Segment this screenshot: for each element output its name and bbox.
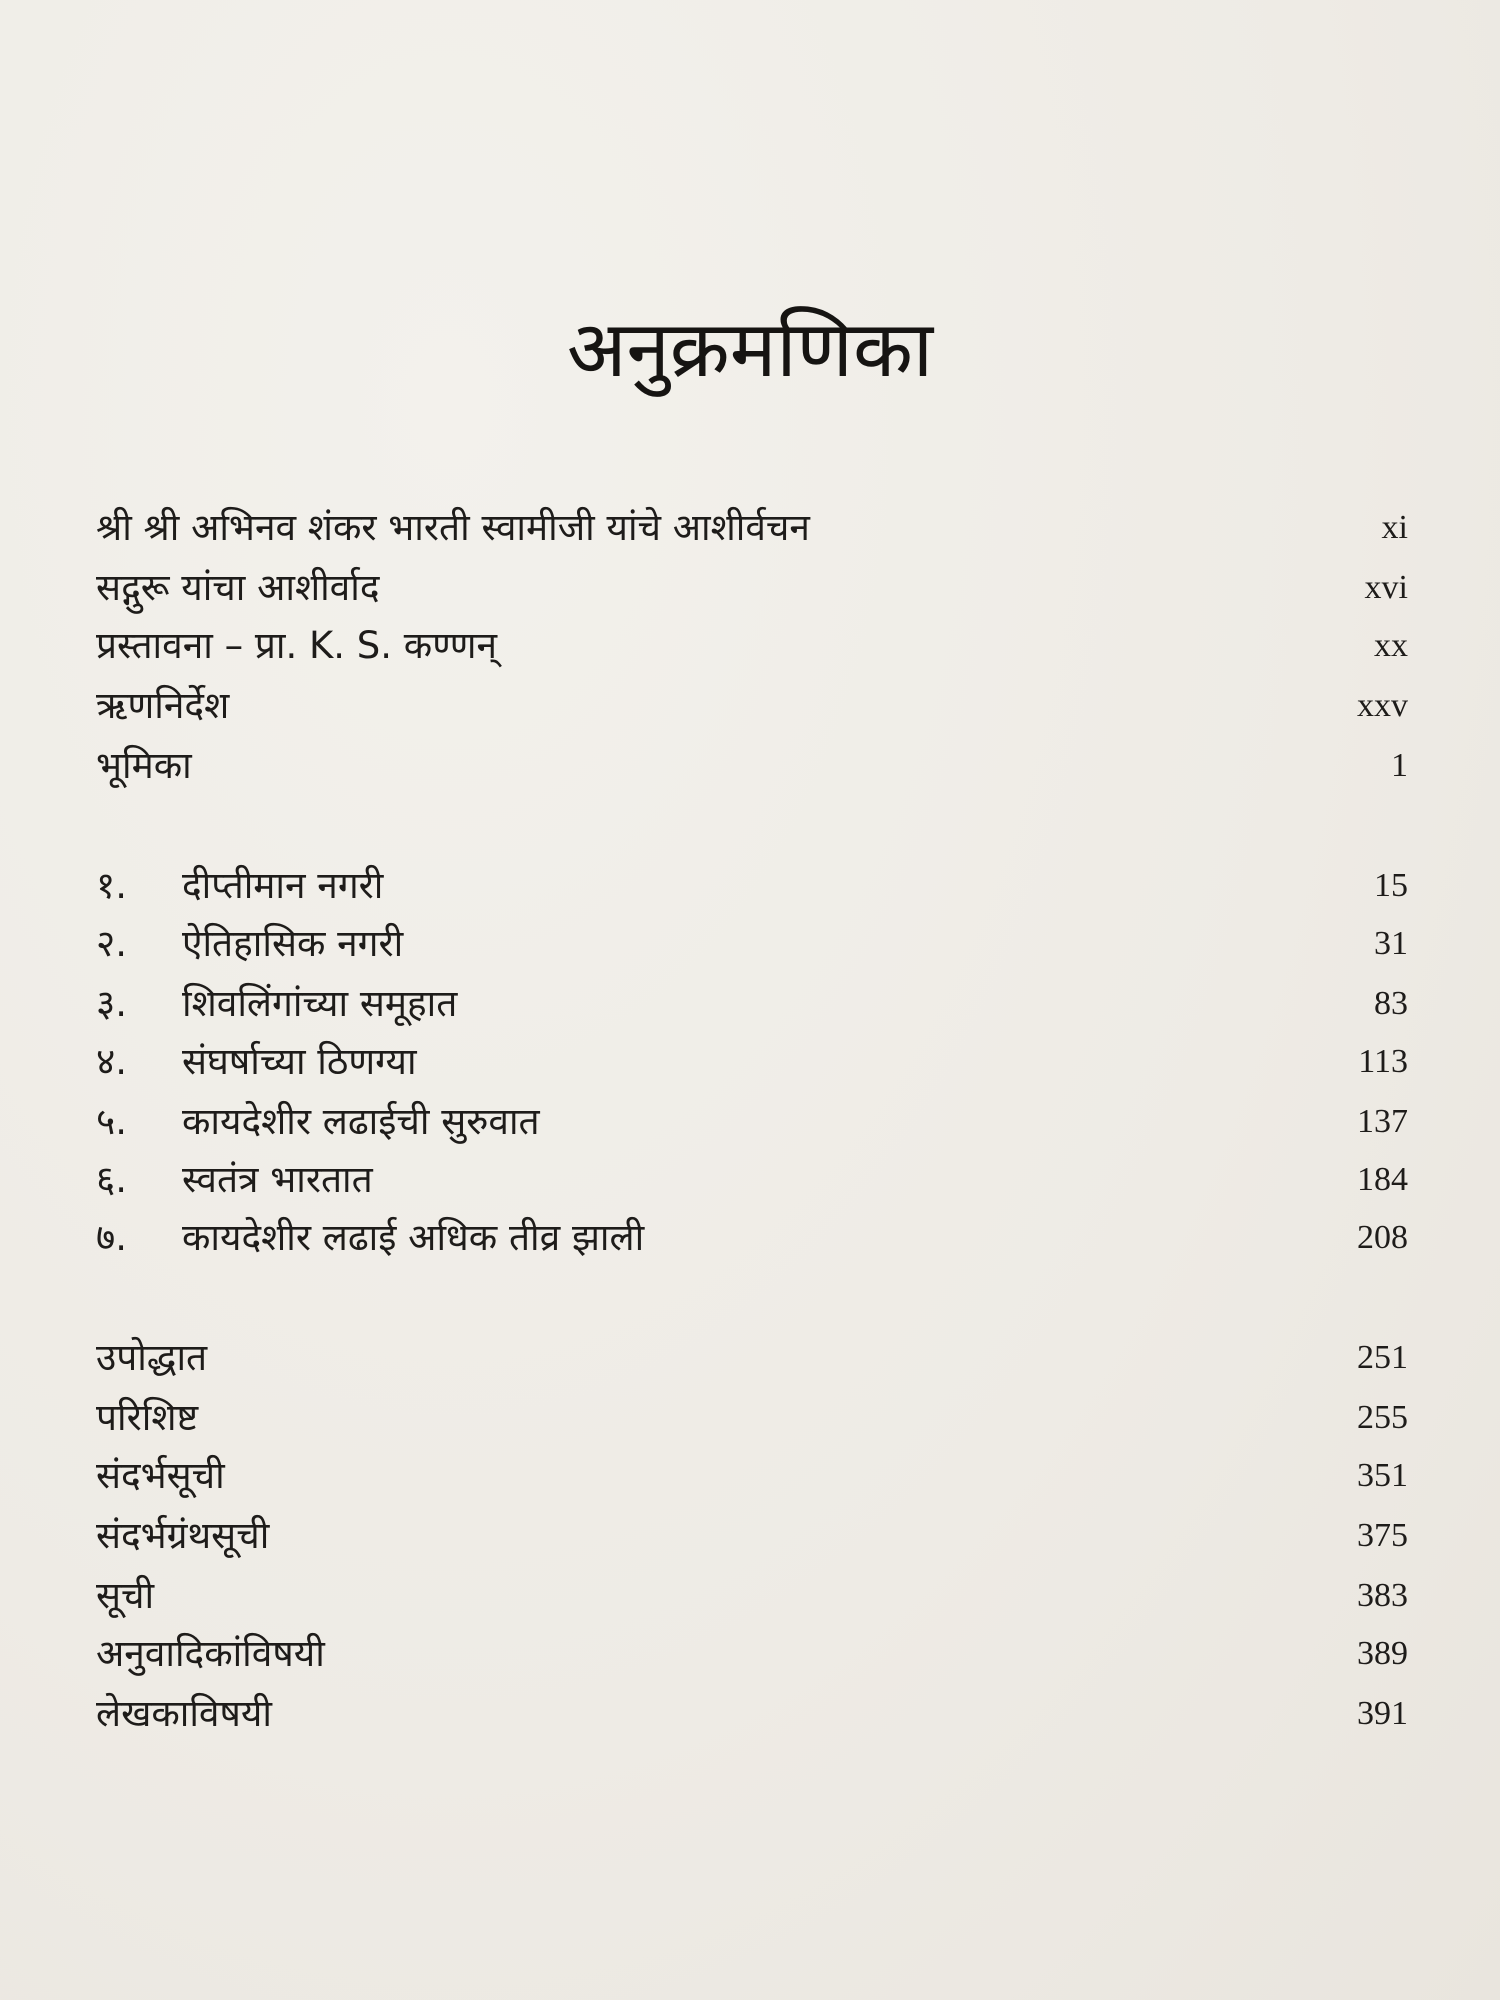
toc-entry bbox=[0, 1510, 1500, 1562]
toc-entry-page: 383 bbox=[1357, 1577, 1408, 1614]
chapter-page: 137 bbox=[1357, 1103, 1408, 1140]
toc-entry-label: सद्गुरू यांचा आशीर्वाद bbox=[96, 566, 380, 609]
chapter-title: कायदेशीर लढाईची सुरुवात bbox=[182, 1100, 540, 1143]
chapter-page: 113 bbox=[1358, 1043, 1408, 1080]
toc-entry bbox=[0, 620, 1500, 672]
toc-chapter bbox=[0, 860, 1500, 912]
toc-entry-page: 255 bbox=[1357, 1399, 1408, 1436]
toc-entry-label: अनुवादिकांविषयी bbox=[96, 1632, 325, 1675]
toc-entry-label: संदर्भग्रंथसूची bbox=[96, 1514, 270, 1557]
chapter-number: ६. bbox=[96, 1158, 128, 1201]
toc-entry bbox=[0, 1570, 1500, 1622]
toc-entry-page: 389 bbox=[1357, 1635, 1408, 1672]
chapter-title: शिवलिंगांच्या समूहात bbox=[182, 982, 458, 1025]
chapter-title: कायदेशीर लढाई अधिक तीव्र झाली bbox=[182, 1216, 645, 1259]
toc-entry-label: लेखकाविषयी bbox=[96, 1692, 272, 1735]
toc-entry-page: 1 bbox=[1391, 747, 1408, 784]
chapter-number: ४. bbox=[96, 1040, 128, 1083]
toc-entry bbox=[0, 562, 1500, 614]
toc-entry bbox=[0, 1392, 1500, 1444]
chapter-number: ५. bbox=[96, 1100, 128, 1143]
toc-chapter bbox=[0, 1036, 1500, 1088]
toc-entry-page: 251 bbox=[1357, 1339, 1408, 1376]
chapter-page: 31 bbox=[1374, 925, 1408, 962]
toc-entry-page: xi bbox=[1381, 509, 1408, 546]
toc-chapter bbox=[0, 1154, 1500, 1206]
toc-entry bbox=[0, 502, 1500, 554]
toc-entry-label: ऋणनिर्देश bbox=[96, 684, 230, 727]
toc-entry bbox=[0, 1450, 1500, 1502]
chapter-page: 184 bbox=[1357, 1161, 1408, 1198]
chapter-title: संघर्षाच्या ठिणग्या bbox=[182, 1040, 417, 1083]
toc-entry-label: संदर्भसूची bbox=[96, 1454, 225, 1497]
toc-entry-page: xx bbox=[1374, 627, 1408, 664]
chapter-page: 15 bbox=[1374, 867, 1408, 904]
chapter-number: १. bbox=[96, 864, 128, 907]
toc-entry-label: भूमिका bbox=[96, 744, 192, 787]
toc-entry-label: श्री श्री अभिनव शंकर भारती स्वामीजी यांचे आशीर्वचन bbox=[96, 506, 810, 549]
chapter-title: दीप्तीमान नगरी bbox=[182, 864, 384, 907]
chapter-page: 83 bbox=[1374, 985, 1408, 1022]
toc-entry-page: 375 bbox=[1357, 1517, 1408, 1554]
toc-entry bbox=[0, 740, 1500, 792]
toc-chapter bbox=[0, 1212, 1500, 1264]
toc-chapter bbox=[0, 918, 1500, 970]
chapter-number: २. bbox=[96, 922, 128, 965]
toc-entry-label: परिशिष्ट bbox=[96, 1396, 199, 1439]
toc-entry-page: 351 bbox=[1357, 1457, 1408, 1494]
toc-entry-page: xvi bbox=[1364, 569, 1408, 606]
toc-chapter bbox=[0, 978, 1500, 1030]
toc-entry bbox=[0, 1628, 1500, 1680]
toc-entry bbox=[0, 680, 1500, 732]
page-title: अनुक्रमणिका bbox=[566, 305, 934, 396]
chapter-page: 208 bbox=[1357, 1219, 1408, 1256]
toc-entry bbox=[0, 1332, 1500, 1384]
toc-entry-label: प्रस्तावना – प्रा. K. S. कण्णन् bbox=[96, 624, 498, 667]
toc-entry-label: उपोद्धात bbox=[96, 1336, 208, 1379]
toc-entry-label: सूची bbox=[96, 1574, 155, 1617]
chapter-number: ३. bbox=[96, 982, 128, 1025]
chapter-number: ७. bbox=[96, 1216, 128, 1259]
chapter-title: ऐतिहासिक नगरी bbox=[182, 922, 404, 965]
toc-entry bbox=[0, 1688, 1500, 1740]
toc-chapter bbox=[0, 1096, 1500, 1148]
toc-entry-page: 391 bbox=[1357, 1695, 1408, 1732]
chapter-title: स्वतंत्र भारतात bbox=[182, 1158, 373, 1201]
toc-entry-page: xxv bbox=[1357, 687, 1408, 724]
